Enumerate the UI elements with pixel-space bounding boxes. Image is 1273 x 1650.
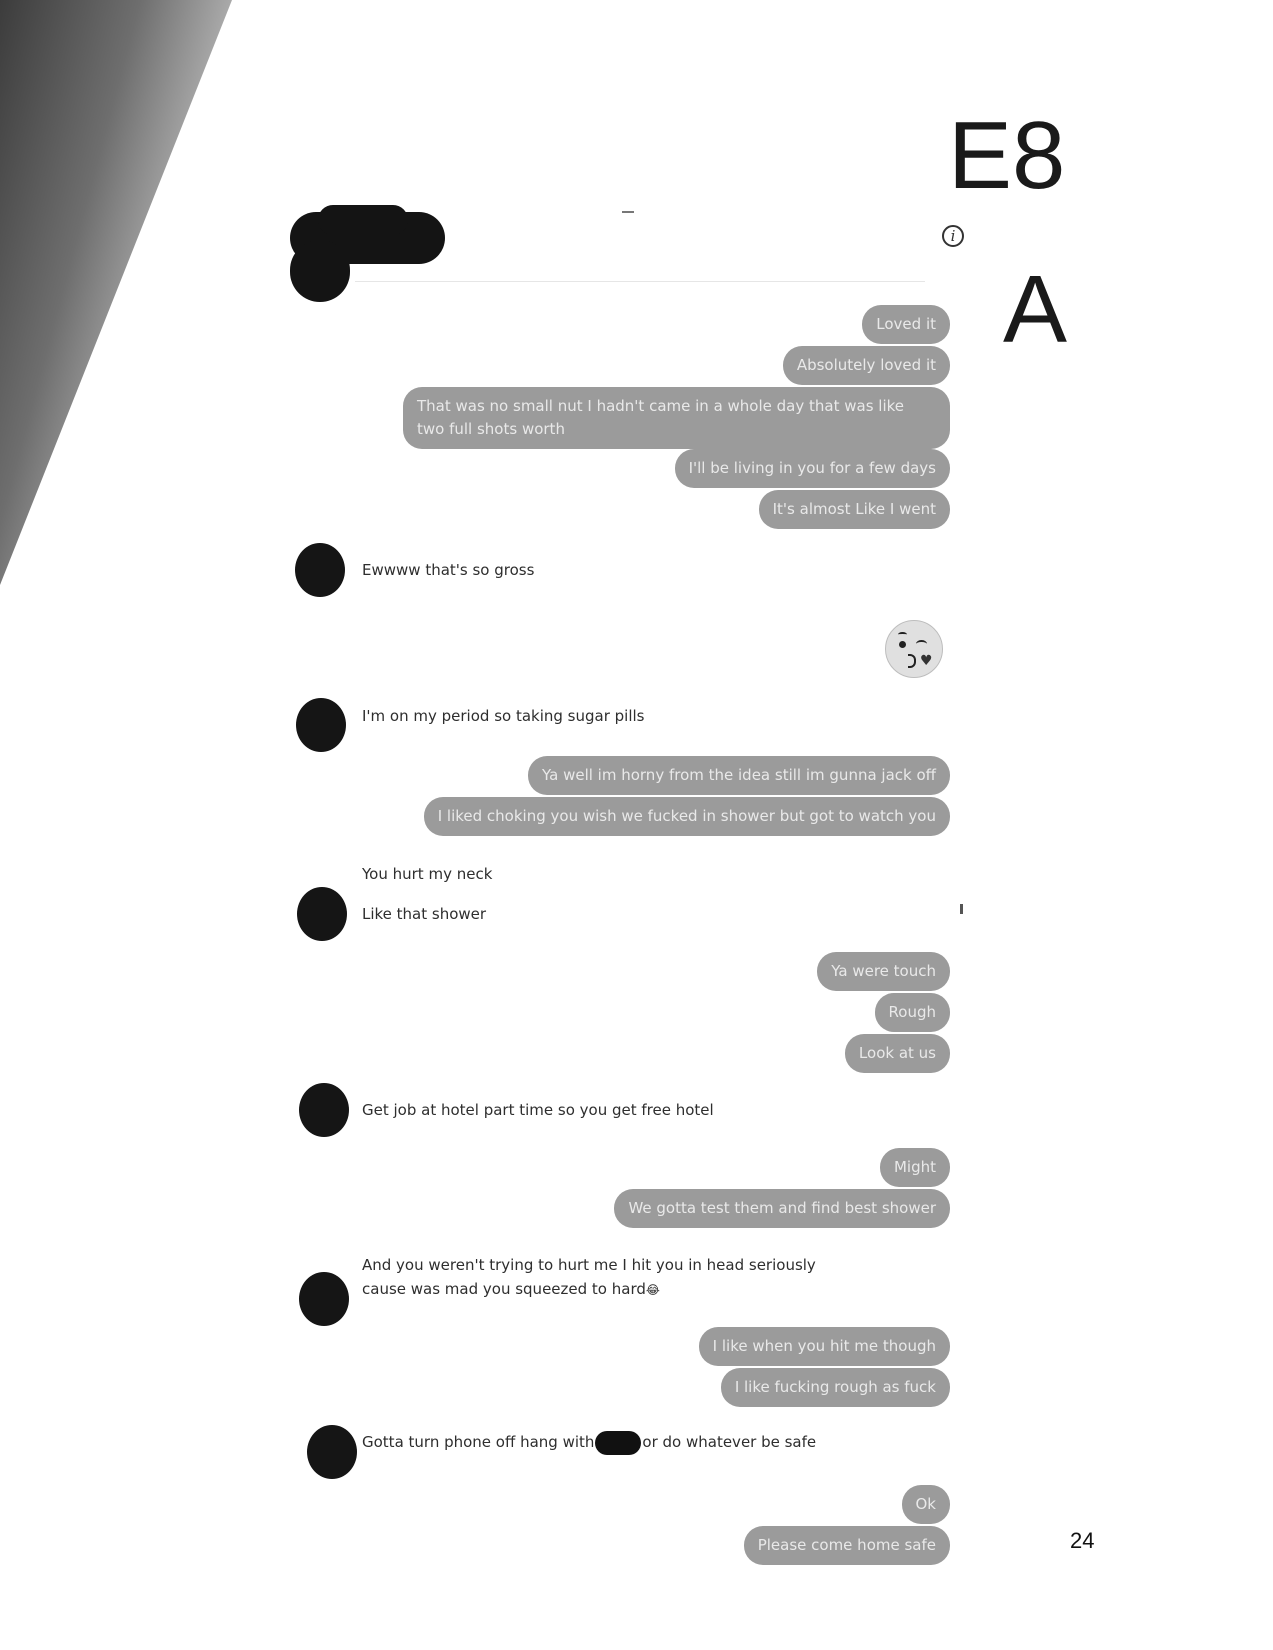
- sent-message[interactable]: We gotta test them and find best shower: [614, 1189, 950, 1228]
- name-redaction: [595, 1431, 641, 1455]
- sent-message[interactable]: Ok: [902, 1485, 951, 1524]
- received-message[interactable]: Ewwww that's so gross: [362, 561, 535, 579]
- received-message[interactable]: [362, 1430, 816, 1455]
- avatar: [297, 887, 347, 941]
- header-dash: [622, 211, 634, 213]
- exhibit-letter: A: [1003, 256, 1068, 363]
- avatar: [307, 1425, 357, 1479]
- sent-message[interactable]: Absolutely loved it: [783, 346, 950, 385]
- sent-message[interactable]: I like fucking rough as fuck: [721, 1368, 950, 1407]
- sent-message[interactable]: Loved it: [862, 305, 950, 344]
- received-message[interactable]: You hurt my neck: [362, 865, 493, 883]
- received-message-text: Gotta turn phone off hang with: [362, 1433, 595, 1451]
- received-message-text: And you weren't trying to hurt me I hit you in head seriously cause was mad you squeezed to hard: [362, 1256, 816, 1298]
- received-message[interactable]: Like that shower: [362, 905, 487, 923]
- sent-message[interactable]: Ya were touch: [817, 952, 950, 991]
- sent-message[interactable]: Look at us: [845, 1034, 950, 1073]
- scroll-mark: [960, 904, 963, 914]
- exhibit-code: E8: [948, 102, 1066, 209]
- sent-message[interactable]: Rough: [875, 993, 950, 1032]
- avatar: [295, 543, 345, 597]
- sent-message[interactable]: I liked choking you wish we fucked in shower but got to watch you: [424, 797, 950, 836]
- avatar: [299, 1083, 349, 1137]
- sent-message[interactable]: I like when you hit me though: [699, 1327, 950, 1366]
- sent-message[interactable]: It's almost Like I went: [759, 490, 950, 529]
- header-divider: [355, 281, 925, 282]
- received-message[interactable]: Get job at hotel part time so you get free hotel: [362, 1101, 714, 1119]
- sent-message[interactable]: Please come home safe: [744, 1526, 950, 1565]
- sent-message[interactable]: Might: [880, 1148, 950, 1187]
- received-message-text: or do whatever be safe: [642, 1433, 817, 1451]
- scan-shadow: [0, 0, 240, 600]
- avatar: [299, 1272, 349, 1326]
- sent-message[interactable]: That was no small nut I hadn't came in a whole day that was like two full shots worth: [403, 387, 950, 449]
- avatar: [296, 698, 346, 752]
- kiss-emoji-icon[interactable]: ♥: [885, 620, 943, 678]
- sent-message[interactable]: I'll be living in you for a few days: [675, 449, 950, 488]
- received-message[interactable]: [362, 1253, 832, 1302]
- received-message[interactable]: I'm on my period so taking sugar pills: [362, 707, 645, 725]
- info-icon[interactable]: i: [942, 225, 964, 247]
- page-number: 24: [1070, 1528, 1095, 1553]
- sent-message[interactable]: Ya well im horny from the idea still im gunna jack off: [528, 756, 950, 795]
- laughing-emoji-icon: 😂: [645, 1283, 660, 1297]
